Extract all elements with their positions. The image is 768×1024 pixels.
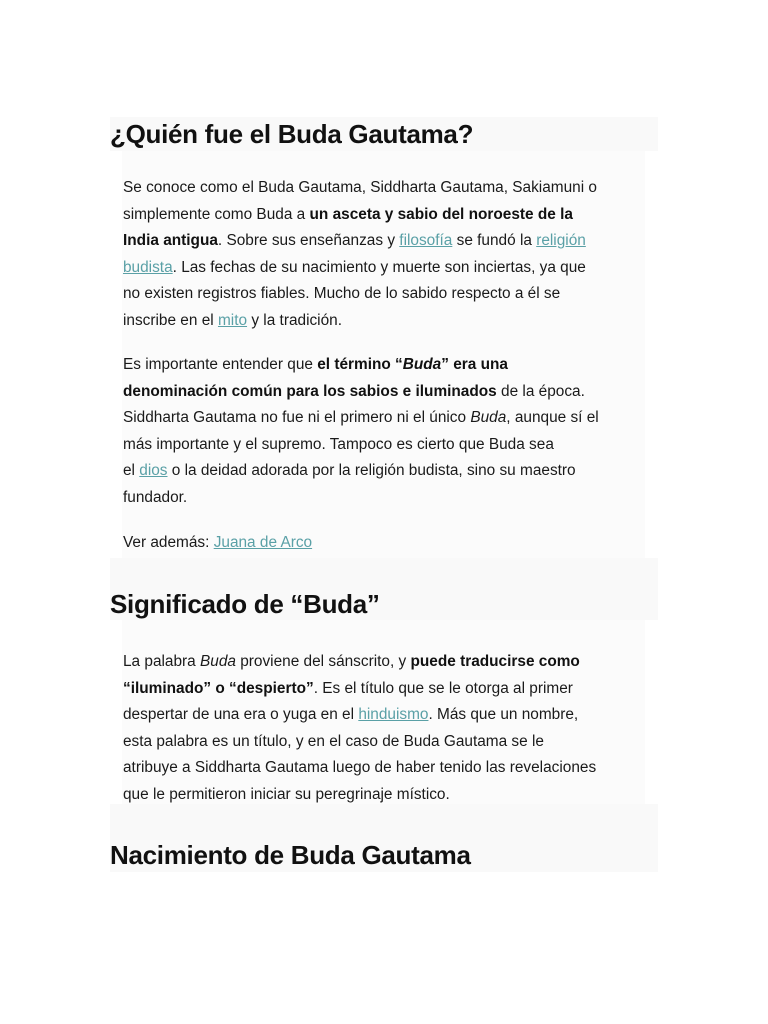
paragraph-intro [123, 175, 648, 335]
text-line [123, 308, 648, 335]
text-line [123, 405, 648, 432]
heading-nacimiento: Nacimiento de Buda Gautama [110, 840, 471, 870]
text: La palabra [123, 653, 201, 670]
text: . Las fechas de su nacimiento y muerte son inciertas, ya que [172, 258, 586, 276]
text-line [123, 379, 648, 406]
text-line [123, 782, 648, 809]
see-also [123, 530, 648, 557]
paragraph-significado [123, 649, 648, 809]
text: que le permitieron iniciar su peregrinaje místico. [123, 785, 450, 803]
text-line [123, 432, 648, 459]
link-mito[interactable]: mito [217, 311, 248, 329]
text: más importante y el supremo. Tampoco es cierto que Buda sea [123, 435, 554, 453]
text-line [123, 649, 648, 676]
link-religion-budista-cont[interactable]: budista [123, 258, 173, 276]
bold-text: denominación común para los sabios e iluminados [123, 382, 497, 400]
text-line [123, 228, 648, 255]
text-line [123, 458, 648, 485]
heading-significado: Significado de “Buda” [110, 589, 380, 619]
text: . Sobre sus enseñanzas y [217, 232, 400, 250]
text-line [123, 729, 648, 756]
bold-text [317, 356, 508, 373]
link-filosofia[interactable]: filosofía [399, 232, 453, 250]
text-line [123, 530, 648, 557]
text-line [123, 755, 648, 782]
italic-text: Buda [470, 409, 507, 427]
text: ” era una [441, 356, 508, 373]
heading-quien-fue: ¿Quién fue el Buda Gautama? [110, 119, 474, 149]
text: simplemente como Buda a [123, 205, 310, 223]
text: esta palabra es un título, y en el caso de Buda Gautama se le [123, 732, 544, 750]
bold-text: un asceta y sabio del noroeste de la [309, 205, 573, 223]
text-line [123, 485, 648, 512]
text: , aunque sí el [506, 409, 599, 427]
text-line [123, 175, 648, 202]
text: despertar de una era o yuga en el [123, 706, 359, 724]
text: proviene del sánscrito, y [235, 653, 411, 670]
link-dios[interactable]: dios [139, 462, 168, 480]
link-hinduismo[interactable]: hinduismo [358, 706, 429, 724]
text: . Es el título que se le otorga al primer [313, 679, 573, 697]
see-also-prefix: Ver además: [123, 534, 214, 551]
text: el término “ [317, 356, 403, 373]
bold-text: “iluminado” o “despierto” [123, 679, 314, 697]
text-line [123, 702, 648, 729]
text: o la deidad adorada por la religión budista, sino su maestro [167, 462, 576, 480]
text: Se conoce como el Buda Gautama, Siddharta Gautama, Sakiamuni o [123, 179, 597, 196]
text: fundador. [123, 488, 188, 506]
bold-text: puede traducirse como [410, 653, 580, 670]
text-line [123, 281, 648, 308]
text: inscribe en el [123, 311, 218, 329]
text: no existen registros fiables. Mucho de lo sabido respecto a él se [123, 285, 561, 303]
text-line [123, 255, 648, 282]
text: . Más que un nombre, [428, 706, 579, 724]
text-line [123, 352, 648, 379]
text: se fundó la [452, 232, 537, 250]
text: Es importante entender que [123, 356, 318, 373]
italic-text: Buda [200, 653, 236, 670]
text-line [123, 676, 648, 703]
text: de la época. [496, 382, 585, 400]
italic-text: Buda [402, 356, 442, 373]
bold-text: India antigua [123, 232, 218, 250]
text-line [123, 202, 648, 229]
text: y la tradición. [247, 311, 342, 329]
link-juana-de-arco[interactable]: Juana de Arco [213, 534, 313, 551]
text: el [123, 462, 140, 480]
paragraph-termino-buda [123, 352, 648, 512]
link-religion-budista[interactable]: religión [536, 232, 586, 250]
text: atribuye a Siddharta Gautama luego de haber tenido las revelaciones [123, 759, 597, 777]
text: Siddharta Gautama no fue ni el primero ni el único [123, 409, 471, 427]
